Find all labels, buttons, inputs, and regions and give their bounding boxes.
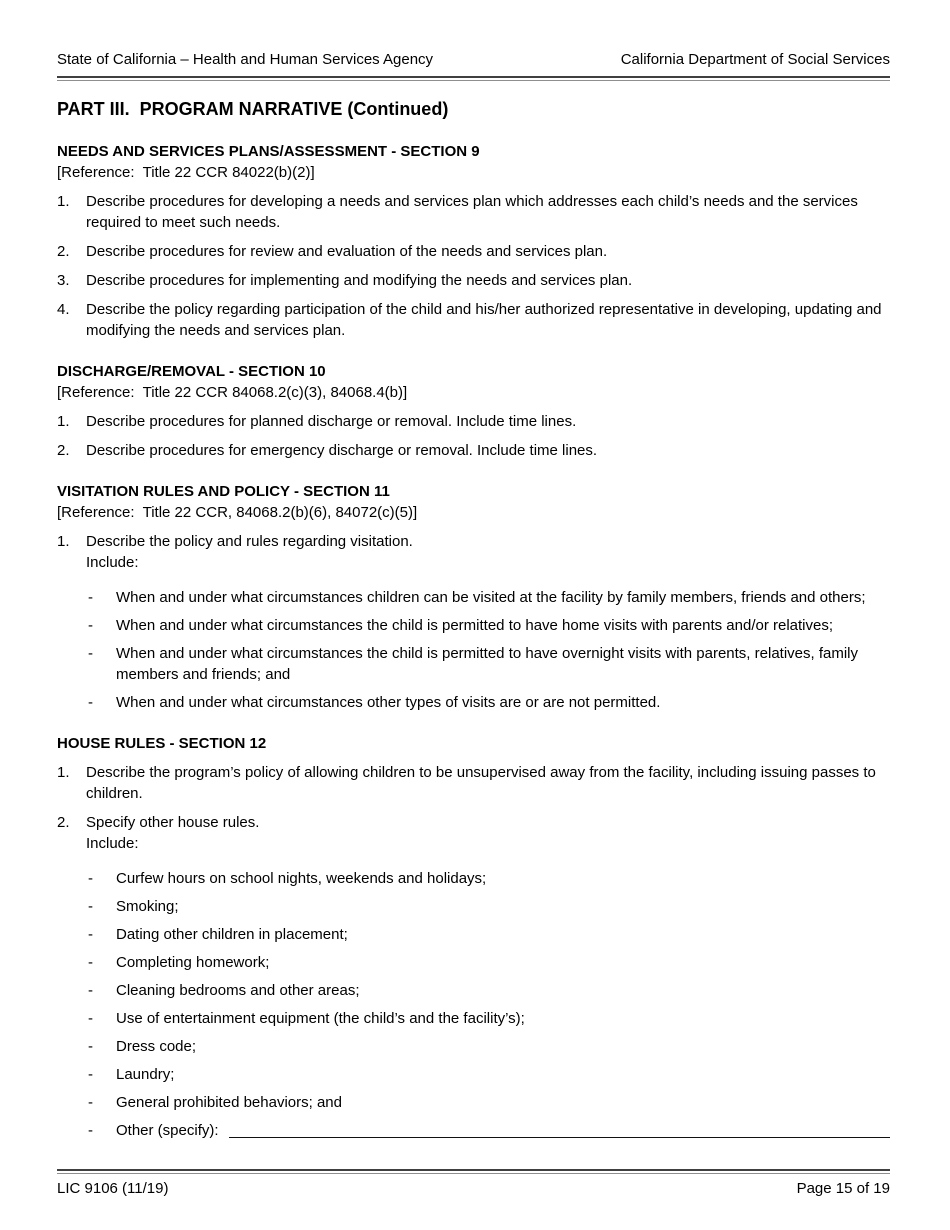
item-number: 2. bbox=[57, 243, 70, 260]
bullet-item bbox=[86, 1092, 890, 1113]
bullet-text: Dress code; bbox=[116, 1038, 197, 1055]
bullet-dash: - bbox=[88, 617, 93, 634]
bullet-text: When and under what circumstances children can be visited at the facility by family members, friends and others; bbox=[116, 589, 866, 606]
bullet-dash: - bbox=[88, 1094, 93, 1111]
specify-blank-line bbox=[229, 1120, 890, 1138]
bullet-text: Laundry; bbox=[116, 1066, 175, 1083]
numbered-item bbox=[57, 762, 890, 804]
numbered-item bbox=[57, 299, 890, 341]
item-body bbox=[86, 531, 890, 713]
item-text: Describe the policy regarding participation of the child and his/her authorized representative in developing, updating and modifying the needs and services plan. bbox=[86, 301, 886, 339]
other-specify-label: Other (specify): bbox=[116, 1122, 219, 1139]
numbered-item bbox=[57, 270, 890, 291]
section-visitation-rules bbox=[57, 481, 890, 713]
bullet-text: Curfew hours on school nights, weekends and holidays; bbox=[116, 870, 487, 887]
item-text: Describe the policy and rules regarding visitation. bbox=[86, 533, 413, 550]
footer-row bbox=[57, 1178, 890, 1199]
bullet-list bbox=[86, 854, 890, 1141]
include-label: Include: bbox=[86, 835, 139, 852]
include-label: Include: bbox=[86, 554, 139, 571]
bullet-text: When and under what circumstances other types of visits are or are not permitted. bbox=[116, 694, 661, 711]
bullet-dash: - bbox=[88, 982, 93, 999]
bullet-dash: - bbox=[88, 898, 93, 915]
form-number: LIC 9106 (11/19) bbox=[57, 1180, 169, 1197]
bullet-dash: - bbox=[88, 926, 93, 943]
section-reference: [Reference: Title 22 CCR, 84068.2(b)(6), 84072(c)(5)] bbox=[57, 504, 418, 521]
bullet-text: Completing homework; bbox=[116, 954, 270, 971]
numbered-item bbox=[57, 241, 890, 262]
section-heading: HOUSE RULES - SECTION 12 bbox=[57, 735, 267, 752]
bullet-item bbox=[86, 868, 890, 889]
item-text: Describe procedures for implementing and modifying the needs and services plan. bbox=[86, 272, 633, 289]
section-heading: DISCHARGE/REMOVAL - SECTION 10 bbox=[57, 363, 326, 380]
bullet-dash: - bbox=[88, 1010, 93, 1027]
numbered-item bbox=[57, 812, 890, 1141]
bullet-text: Dating other children in placement; bbox=[116, 926, 348, 943]
numbered-item bbox=[57, 191, 890, 233]
bullet-item-other-specify bbox=[86, 1120, 890, 1141]
bullet-item bbox=[86, 1064, 890, 1085]
page-title: PART III. PROGRAM NARRATIVE (Continued) bbox=[57, 99, 449, 119]
header-rule bbox=[57, 76, 890, 81]
header-agency-left: State of California – Health and Human Services Agency bbox=[57, 51, 434, 68]
bullet-item bbox=[86, 1008, 890, 1029]
bullet-dash: - bbox=[88, 694, 93, 711]
item-text: Describe procedures for developing a needs and services plan which addresses each child’s needs and the services required to meet such needs. bbox=[86, 193, 863, 231]
bullet-dash: - bbox=[88, 1038, 93, 1055]
bullet-item bbox=[86, 692, 890, 713]
item-text: Describe procedures for planned discharge or removal. Include time lines. bbox=[86, 413, 577, 430]
item-text: Describe procedures for review and evaluation of the needs and services plan. bbox=[86, 243, 608, 260]
item-text: Specify other house rules. bbox=[86, 814, 260, 831]
footer-rule bbox=[57, 1169, 890, 1174]
section-house-rules bbox=[57, 733, 890, 1141]
bullet-text: Cleaning bedrooms and other areas; bbox=[116, 982, 360, 999]
item-number: 1. bbox=[57, 533, 70, 550]
item-number: 4. bbox=[57, 301, 70, 318]
item-number: 1. bbox=[57, 764, 70, 781]
bullet-dash: - bbox=[88, 870, 93, 887]
item-body bbox=[86, 812, 890, 1141]
bullet-dash: - bbox=[88, 1066, 93, 1083]
bullet-text: When and under what circumstances the child is permitted to have overnight visits with parents, relatives, family members and friends; and bbox=[116, 645, 863, 683]
item-number: 1. bbox=[57, 193, 70, 210]
item-number: 2. bbox=[57, 814, 70, 831]
section-heading: VISITATION RULES AND POLICY - SECTION 11 bbox=[57, 483, 390, 500]
bullet-text: When and under what circumstances the child is permitted to have home visits with parents and/or relatives; bbox=[116, 617, 834, 634]
section-discharge-removal bbox=[57, 361, 890, 461]
bullet-text: General prohibited behaviors; and bbox=[116, 1094, 342, 1111]
bullet-dash: - bbox=[88, 589, 93, 606]
bullet-dash: - bbox=[88, 1122, 93, 1139]
numbered-item bbox=[57, 531, 890, 713]
bullet-list bbox=[86, 573, 890, 713]
bullet-item bbox=[86, 980, 890, 1001]
bullet-text: Use of entertainment equipment (the child’s and the facility’s); bbox=[116, 1010, 525, 1027]
numbered-item bbox=[57, 411, 890, 432]
item-text: Describe the program’s policy of allowing children to be unsupervised away from the facility, including issuing passes to children. bbox=[86, 764, 881, 802]
page-header bbox=[57, 49, 890, 70]
bullet-item bbox=[86, 1036, 890, 1057]
header-department-right: California Department of Social Services bbox=[620, 51, 890, 68]
item-number: 2. bbox=[57, 442, 70, 459]
item-number: 1. bbox=[57, 413, 70, 430]
section-reference: [Reference: Title 22 CCR 84022(b)(2)] bbox=[57, 164, 315, 181]
bullet-text: Smoking; bbox=[116, 898, 179, 915]
bullet-item bbox=[86, 615, 890, 636]
section-heading: NEEDS AND SERVICES PLANS/ASSESSMENT - SECTION 9 bbox=[57, 143, 480, 160]
section-needs-services-plans bbox=[57, 141, 890, 341]
numbered-item bbox=[57, 440, 890, 461]
item-number: 3. bbox=[57, 272, 70, 289]
bullet-dash: - bbox=[88, 954, 93, 971]
bullet-item bbox=[86, 587, 890, 608]
bullet-text-row bbox=[116, 1120, 890, 1141]
section-reference: [Reference: Title 22 CCR 84068.2(c)(3), 84068.4(b)] bbox=[57, 384, 408, 401]
bullet-item bbox=[86, 924, 890, 945]
bullet-item bbox=[86, 643, 890, 685]
item-text: Describe procedures for emergency discharge or removal. Include time lines. bbox=[86, 442, 598, 459]
page-number: Page 15 of 19 bbox=[796, 1180, 890, 1197]
bullet-item bbox=[86, 896, 890, 917]
bullet-item bbox=[86, 952, 890, 973]
bullet-dash: - bbox=[88, 645, 93, 662]
page-footer bbox=[57, 1169, 890, 1199]
